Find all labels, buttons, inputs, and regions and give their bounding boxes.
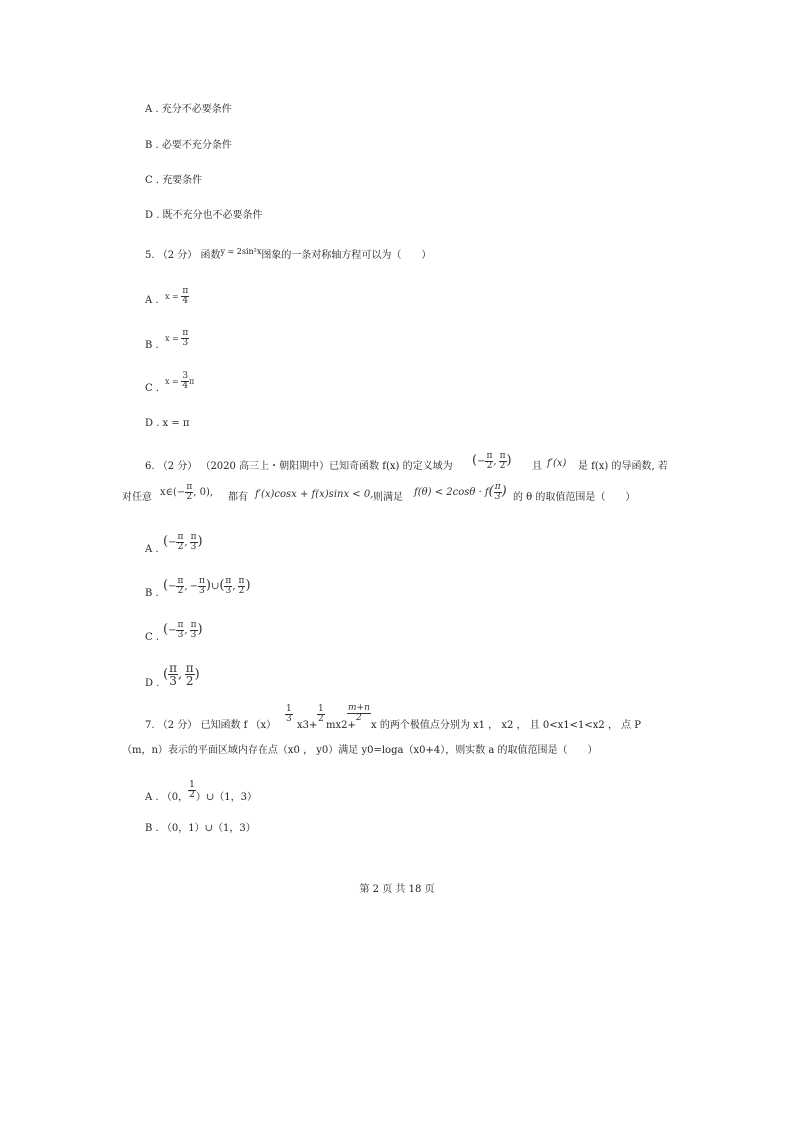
q6-option-d-label: D . (145, 678, 160, 689)
q7-part-x3: x3+ (297, 720, 318, 731)
page-footer: 第 2 页 共 18 页 (359, 884, 435, 895)
q5-option-b-math: x = $\frac{\pi}{3}$ (165, 328, 189, 348)
q6-line2-prefix: 对任意 (122, 492, 152, 503)
q6-option-c-math: (− $\frac{\pi}{3}$ , $\frac{\pi}{3}$ ) (163, 620, 203, 640)
q7-frac2: $\frac{1}{2}$ (318, 704, 324, 724)
q6-line2-mid2: 则满足 (373, 492, 403, 503)
q5-stem (145, 247, 432, 262)
q6-prefix: 6. （2 分） （2020 高三上・朝阳期中）已知奇函数 f(x) 的定义域为 (145, 461, 453, 472)
q5-option-a-label: A . (145, 295, 159, 306)
q6-mid2: 是 f(x) 的导函数, 若 (578, 461, 668, 472)
q7-option-b: B . （0，1）∪（1，3） (145, 823, 256, 834)
q6-cond2: f′(x)cosx + f(x)sinx < 0, (255, 489, 374, 500)
q5-option-d: D . x = π (145, 418, 190, 429)
q7-frac1: $\frac{1}{3}$ (286, 704, 292, 724)
q6-domain: (− $\frac{\pi}{2}$ , $\frac{\pi}{2}$ ) (472, 451, 512, 471)
q6-option-c-label: C . (145, 632, 160, 643)
q6-cond3: f(θ) < 2cosθ · f( $\frac{\pi}{3}$ ) (414, 482, 507, 502)
q6-option-d-math: ( $\frac{\pi}{3}$ , $\frac{\pi}{2}$ ) (163, 661, 200, 688)
q7-option-a-prefix: A . （0， (145, 792, 189, 803)
q6-option-b-label: B . (145, 588, 159, 599)
q5-prefix: 5. （2 分） 函数 (145, 250, 221, 261)
q7-part-mx2: mx2+ (326, 720, 356, 731)
q4-option-d: D . 既不充分也不必要条件 (145, 210, 263, 221)
q6-line2-mid: 都有 (228, 492, 248, 503)
q7-prefix: 7. （2 分） 已知函数 f （x） (145, 720, 277, 731)
q7-option-a-suffix: ）∪（1，3） (195, 792, 257, 803)
q6-fprime: f′(x) (547, 458, 567, 469)
q7-option-a-frac: $\frac{1}{2}$ (189, 780, 195, 800)
q4-option-c: C . 充要条件 (145, 175, 203, 186)
q6-option-b-math: (− $\frac{\pi}{2}$ , − $\frac{\pi}{3}$ )∪( $\frac{\pi}{3}$ , $\frac{\pi}{2}$ ) (163, 576, 251, 596)
q7-option-a (145, 780, 257, 807)
q5-option-c-math: x = $\frac{3}{4}$ π (165, 371, 195, 391)
q4-option-b: B . 必要不充分条件 (145, 140, 232, 151)
q7-part-x: x 的两个极值点分别为 x1 ， x2 ， 且 0<x1<1<x2 ， 点 P (371, 720, 642, 731)
q5-formula: y = 2sin²x (220, 247, 262, 256)
q6-option-a-math: (− $\frac{\pi}{2}$ , $\frac{\pi}{3}$ ) (163, 532, 203, 552)
q5-option-c-label: C . (145, 383, 160, 394)
q7-frac3: $\frac{m+n}{2}$ (348, 703, 370, 723)
q5-option-a-math: x = $\frac{\pi}{4}$ (165, 286, 189, 306)
q6-option-a-label: A . (145, 544, 159, 555)
q4-option-a: A . 充分不必要条件 (145, 104, 232, 115)
q6-mid: 且 (532, 461, 542, 472)
q5-option-b-label: B . (145, 340, 159, 351)
q7-line2: （m，n）表示的平面区域内存在点（x0 ， y0）满足 y0=loga（x0+4），则实数 a 的取值范围是（ ） (122, 745, 598, 756)
q6-line2-suffix: 的 θ 的取值范围是（ ） (513, 492, 636, 503)
q6-cond1: x∈(− $\frac{\pi}{2}$ , 0), (160, 482, 214, 502)
q5-suffix: 图象的一条对称轴方程可以为（ ） (261, 250, 432, 261)
